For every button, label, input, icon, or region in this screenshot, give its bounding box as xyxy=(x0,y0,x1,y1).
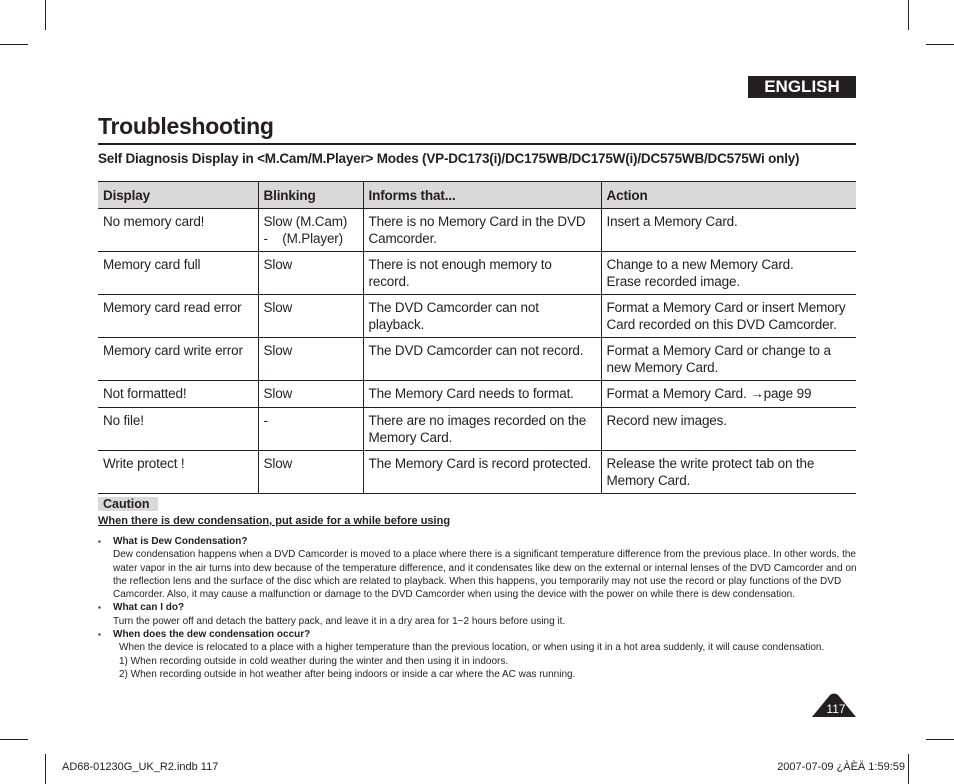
note-question: What is Dew Condensation? xyxy=(113,536,248,547)
note-question: What can I do? xyxy=(113,602,185,614)
list-item xyxy=(98,628,858,681)
bullet-icon: ▪ xyxy=(98,630,101,640)
crop-mark xyxy=(45,0,46,30)
note-answer: When the device is relocated to a place with a higher temperature than the previous location, or when using it in a hot area suddenly, it will cause condensation. xyxy=(119,642,825,654)
page-number: 117 xyxy=(826,702,846,716)
page-title: Troubleshooting xyxy=(98,113,274,139)
cell-blinking: Slow xyxy=(258,252,363,295)
bullet-icon: ▪ xyxy=(98,537,101,546)
table-row xyxy=(98,209,856,252)
caution-heading: When there is dew condensation, put aside for a while before using xyxy=(98,515,451,527)
list-item xyxy=(98,601,858,628)
blinking-line: Slow (M.Cam) xyxy=(263,214,348,229)
column-header-blinking: Blinking xyxy=(258,182,363,209)
table-row xyxy=(98,451,856,494)
table-row xyxy=(98,408,856,451)
blinking-line: - (M.Player) xyxy=(263,231,344,246)
crop-mark xyxy=(0,739,28,740)
cell-blinking: Slow xyxy=(258,295,363,338)
table-header-row xyxy=(98,182,856,209)
cell-informs: The Memory Card is record protected. xyxy=(363,451,601,494)
cell-display: No memory card! xyxy=(98,209,258,252)
cell-informs: The DVD Camcorder can not playback. xyxy=(363,295,601,338)
cell-informs: There is not enough memory to record. xyxy=(363,252,601,295)
section-heading: Self Diagnosis Display in <M.Cam/M.Player> Modes (VP-DC173(i)/DC175WB/DC175W(i)/DC575WB/DC575Wi only) xyxy=(98,151,800,166)
cell-display: Memory card read error xyxy=(98,295,258,338)
cell-action xyxy=(601,252,856,295)
note-answer: Turn the power off and detach the battery pack, and leave it in a dry area for 1~2 hours before using it. xyxy=(113,615,566,627)
column-header-action: Action xyxy=(601,182,856,209)
list-item xyxy=(98,535,858,601)
cell-blinking: Slow xyxy=(258,381,363,408)
action-line: Change to a new Memory Card. xyxy=(606,257,794,272)
crop-mark xyxy=(45,754,46,784)
cell-display: No file! xyxy=(98,408,258,451)
cell-display: Not formatted! xyxy=(98,381,258,408)
cell-blinking: Slow xyxy=(258,338,363,381)
column-header-display: Display xyxy=(98,182,258,209)
action-line: Erase recorded image. xyxy=(606,274,740,289)
cell-blinking: - xyxy=(258,408,363,451)
cell-blinking: Slow xyxy=(258,451,363,494)
language-badge: ENGLISH xyxy=(748,76,856,98)
bullet-icon: ▪ xyxy=(98,603,101,613)
cell-display: Write protect ! xyxy=(98,451,258,494)
cell-action: Insert a Memory Card. xyxy=(601,209,856,252)
footer-file-info: AD68-01230G_UK_R2.indb 117 xyxy=(62,761,219,773)
table-row xyxy=(98,295,856,338)
cell-display: Memory card full xyxy=(98,252,258,295)
caution-label: Caution xyxy=(98,497,158,511)
crop-mark xyxy=(908,0,909,30)
crop-mark xyxy=(926,44,954,45)
cell-action: Format a Memory Card. →page 99 xyxy=(601,381,856,408)
table-row xyxy=(98,338,856,381)
note-question: When does the dew condensation occur? xyxy=(113,629,311,641)
cell-informs: The Memory Card needs to format. xyxy=(363,381,601,408)
crop-mark xyxy=(908,754,909,784)
cell-display: Memory card write error xyxy=(98,338,258,381)
cell-action: Format a Memory Card or change to a new Memory Card. xyxy=(601,338,856,381)
cell-action: Format a Memory Card or insert Memory Card recorded on this DVD Camcorder. xyxy=(601,295,856,338)
note-list-item: 1) When recording outside in cold weather during the winter and then using it in indoors. xyxy=(119,655,509,667)
crop-mark xyxy=(0,44,28,45)
self-diagnosis-table xyxy=(98,181,856,494)
cell-informs: The DVD Camcorder can not record. xyxy=(363,338,601,381)
table-row xyxy=(98,252,856,295)
cell-action: Release the write protect tab on the Memory Card. xyxy=(601,451,856,494)
cell-informs: There are no images recorded on the Memory Card. xyxy=(363,408,601,451)
note-answer: Dew condensation happens when a DVD Camcorder is moved to a place where there is a significant temperature difference from the previous place. In other words, the water vapor in the air turns into dew because of the temperature difference, and it condensates like dew on the external or internal lenses of the DVD Camcorder and on the reflection lens and the surface of the disc which are related to playback. When this happens, you temporarily may not use the record or play functions of the DVD Camcorder. Also, it may cause a malfunction or damage to the DVD Camcorder when using the device with the power on while there is dew condensation. xyxy=(113,549,857,601)
note-list-item: 2) When recording outside in hot weather after being indoors or inside a car where the AC was running. xyxy=(119,668,576,680)
table-row xyxy=(98,381,856,408)
column-header-informs: Informs that... xyxy=(363,182,601,209)
crop-mark xyxy=(926,739,954,740)
cell-action: Record new images. xyxy=(601,408,856,451)
cell-blinking xyxy=(258,209,363,252)
title-divider xyxy=(98,143,856,145)
cell-informs: There is no Memory Card in the DVD Camcorder. xyxy=(363,209,601,252)
caution-notes xyxy=(98,535,858,681)
footer-timestamp: 2007-07-09 ¿ÀÈÄ 1:59:59 xyxy=(777,761,905,773)
